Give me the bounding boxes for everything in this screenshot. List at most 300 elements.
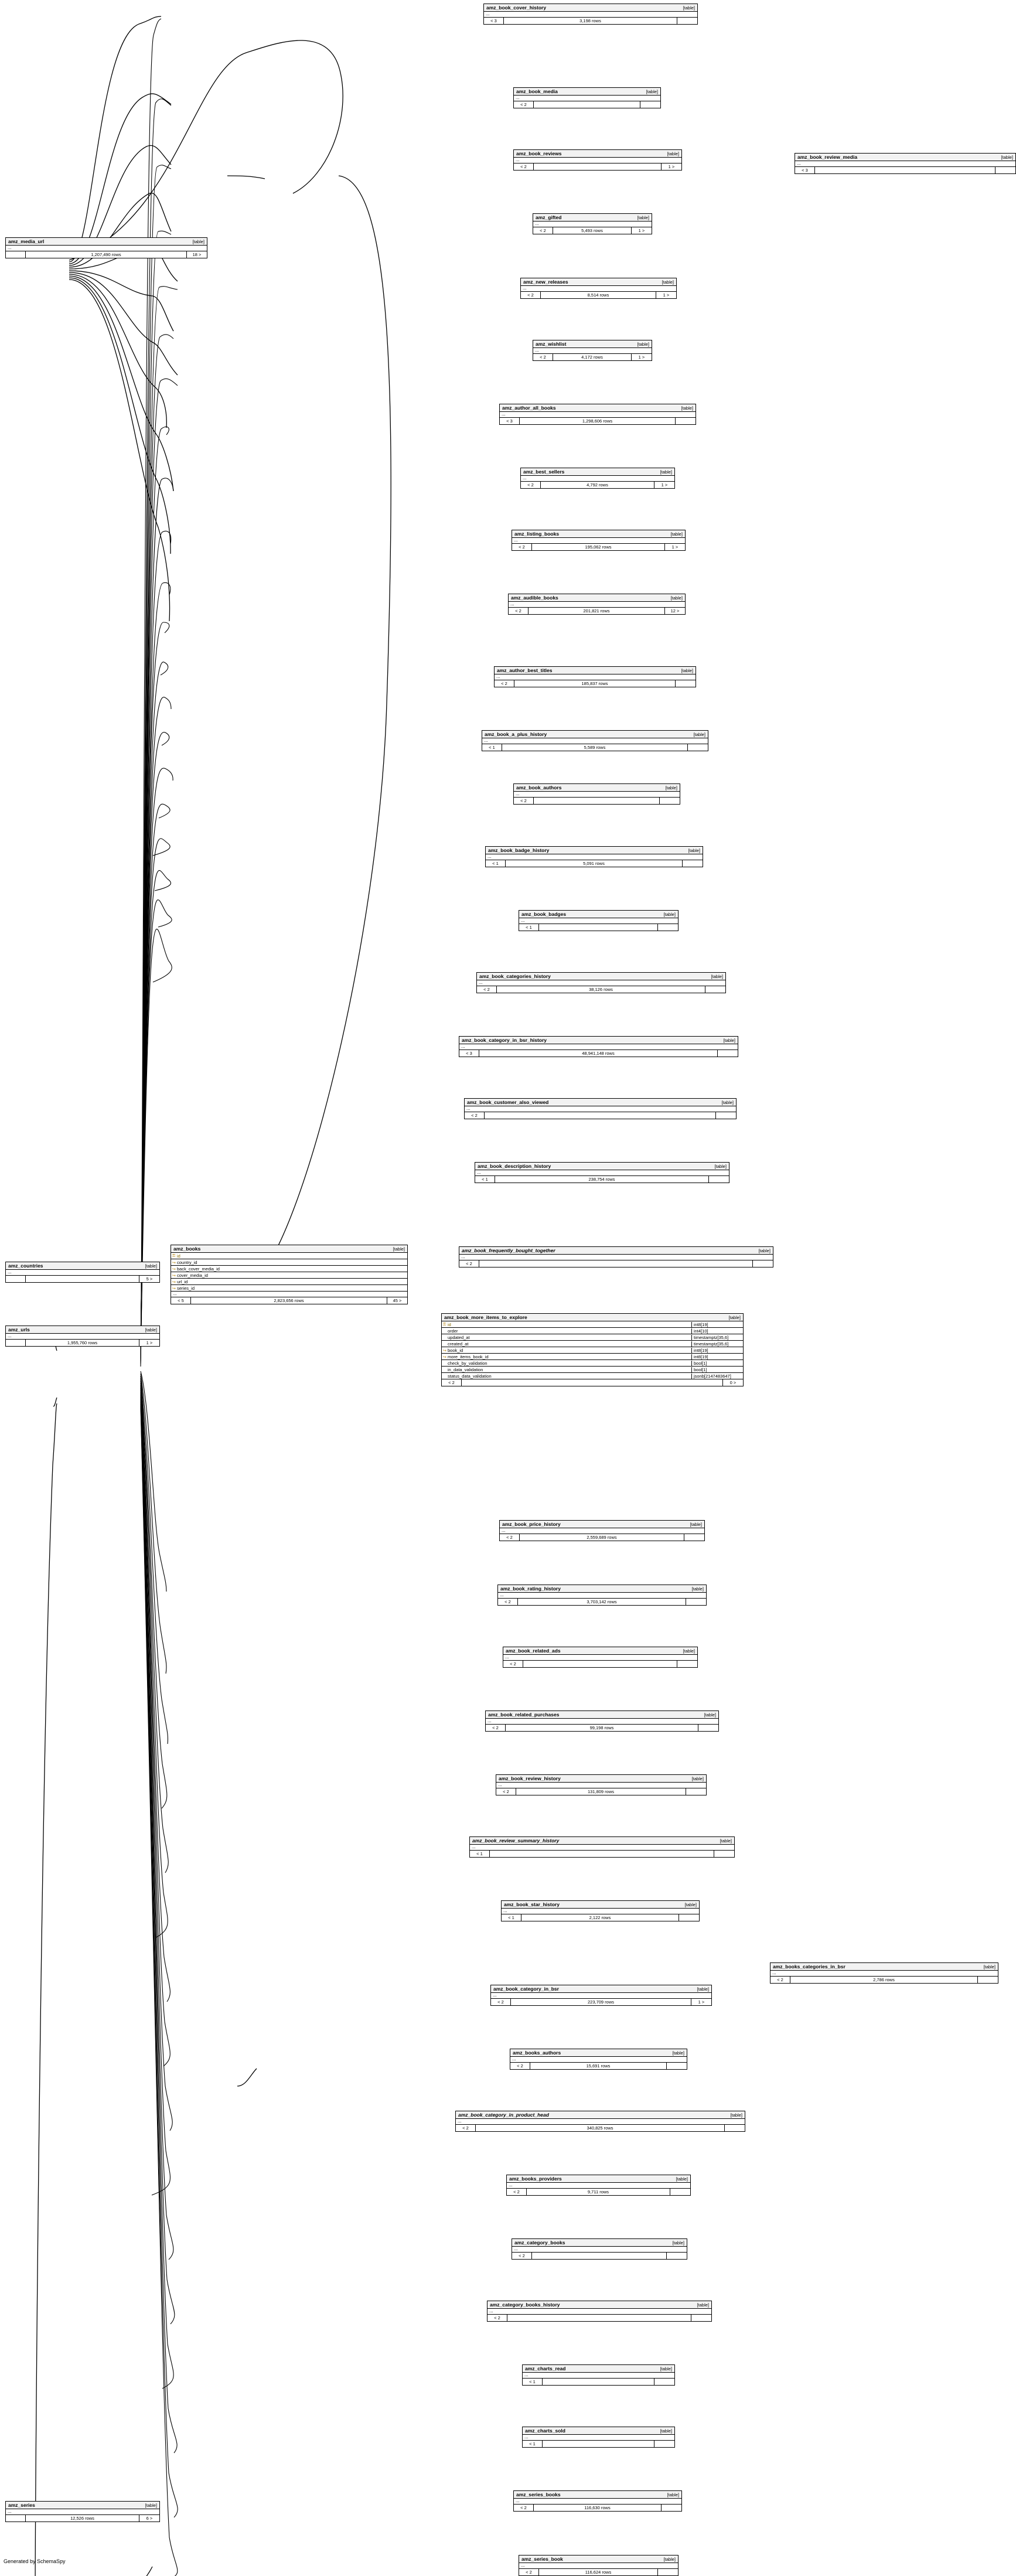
columns-ellipsis: ... xyxy=(171,1292,407,1297)
child-degree xyxy=(691,2315,711,2321)
table-header xyxy=(521,278,676,286)
column-list xyxy=(171,1253,407,1292)
table-name: amz_book_authors xyxy=(516,785,562,790)
parent-degree: < 2 xyxy=(487,2315,507,2321)
row-count: 116,630 rows xyxy=(534,2505,662,2511)
table-footer xyxy=(519,2569,678,2575)
row-count xyxy=(539,924,658,931)
table-node-amz_books[interactable] xyxy=(171,1245,408,1304)
table-type-tag: [table] xyxy=(670,595,683,601)
table-name: amz_book_related_purchases xyxy=(488,1712,560,1718)
child-degree: 18 > xyxy=(192,252,202,257)
table-header xyxy=(491,1985,711,1993)
row-count xyxy=(534,163,662,170)
table-footer xyxy=(514,2505,681,2511)
table-node-amz_best_sellers[interactable] xyxy=(520,468,675,489)
table-name: amz_books_providers xyxy=(509,2176,562,2182)
column-type: timestamptz[35,6] xyxy=(691,1341,743,1347)
table-type-tag: [table] xyxy=(697,1986,709,1992)
table-footer xyxy=(484,18,697,24)
table-name: amz_books_authors xyxy=(513,2050,561,2056)
table-type-tag: [table] xyxy=(660,469,672,475)
parent-degree: < 2 xyxy=(442,1379,462,1386)
columns-ellipsis: ... xyxy=(487,2309,711,2315)
table-type-tag: [table] xyxy=(683,5,695,11)
table-type-tag: [table] xyxy=(637,341,649,347)
table-header xyxy=(510,2049,687,2057)
parent-degree: < 1 xyxy=(502,1914,521,1921)
column-row xyxy=(442,1341,743,1347)
child-degree xyxy=(658,2569,678,2575)
parent-degree: < 2 xyxy=(507,2189,527,2195)
columns-ellipsis: ... xyxy=(519,2563,678,2569)
table-type-tag: [table] xyxy=(723,1037,735,1043)
table-node-amz_book_rating_history[interactable] xyxy=(497,1585,707,1606)
child-degree xyxy=(686,1788,706,1795)
table-name: amz_book_a_plus_history xyxy=(485,731,547,737)
table-node-amz_wishlist[interactable] xyxy=(533,340,652,361)
row-count xyxy=(479,1260,753,1267)
child-degree xyxy=(716,1112,736,1119)
table-type-tag: [table] xyxy=(672,2050,684,2056)
row-count: 2,823,656 rows xyxy=(191,1297,387,1304)
parent-degree xyxy=(6,251,26,258)
column-row xyxy=(442,1334,743,1341)
row-count xyxy=(543,2441,654,2447)
table-footer xyxy=(482,744,708,751)
table-name: amz_book_categories_history xyxy=(479,973,551,979)
row-count: 4,792 rows xyxy=(541,482,654,488)
table-footer xyxy=(502,1914,699,1921)
columns-ellipsis: ... xyxy=(484,12,697,18)
table-node-amz_book_related_ads[interactable] xyxy=(503,1647,698,1668)
table-footer xyxy=(503,1661,697,1667)
table-node-amz_category_books[interactable] xyxy=(512,2238,687,2260)
row-count: 116,624 rows xyxy=(539,2569,658,2575)
row-count: 15,691 rows xyxy=(530,2063,667,2069)
table-type-tag: [table] xyxy=(192,238,204,244)
row-count: 48,941,148 rows xyxy=(479,1050,718,1057)
columns-ellipsis: ... xyxy=(503,1655,697,1661)
table-name: amz_book_review_history xyxy=(499,1776,561,1781)
child-degree xyxy=(725,2125,745,2131)
table-footer xyxy=(456,2125,745,2131)
parent-degree: < 3 xyxy=(795,167,815,173)
table-header xyxy=(6,2502,159,2509)
table-node-amz_books_providers[interactable] xyxy=(506,2175,691,2196)
table-name: amz_media_url xyxy=(8,238,45,244)
table-header xyxy=(486,1711,718,1719)
table-type-tag: [table] xyxy=(721,1099,734,1105)
table-type-tag: [table] xyxy=(683,1648,695,1654)
table-node-amz_author_best_titles[interactable] xyxy=(494,666,696,687)
row-count: 5,589 rows xyxy=(502,744,688,751)
table-footer xyxy=(496,1788,706,1795)
table-type-tag: [table] xyxy=(711,973,723,979)
table-header xyxy=(533,214,652,222)
table-type-tag: [table] xyxy=(646,88,658,94)
table-name: amz_book_category_in_bsr_history xyxy=(462,1037,547,1043)
table-name: amz_countries xyxy=(8,1263,43,1269)
columns-ellipsis: ... xyxy=(523,2373,674,2379)
parent-degree: < 1 xyxy=(475,1176,495,1183)
column-name: order xyxy=(448,1328,458,1334)
table-node-amz_books_categories_in_bsr[interactable] xyxy=(770,1962,998,1984)
table-node-amz_gifted[interactable] xyxy=(533,213,652,234)
parent-degree: < 3 xyxy=(484,18,504,24)
table-footer xyxy=(6,1340,159,1346)
columns-ellipsis: ... xyxy=(514,2499,681,2505)
parent-degree: < 2 xyxy=(496,1788,516,1795)
table-footer xyxy=(470,1851,734,1857)
column-row xyxy=(442,1354,743,1360)
column-name: ↪ more_items_book_id xyxy=(443,1354,489,1359)
table-node-amz_book_review_media[interactable] xyxy=(795,153,1016,174)
columns-ellipsis: ... xyxy=(514,158,681,163)
column-name: in_data_validation xyxy=(448,1367,483,1372)
table-header xyxy=(512,530,685,538)
child-degree: 1 > xyxy=(698,1999,705,2005)
table-name: amz_author_all_books xyxy=(502,405,556,411)
table-name: amz_author_best_titles xyxy=(497,667,553,673)
parent-degree: < 2 xyxy=(510,2063,530,2069)
parent-degree: < 2 xyxy=(512,544,532,550)
table-type-tag: [table] xyxy=(697,2302,709,2308)
table-name: amz_book_frequently_bought_together xyxy=(462,1248,555,1253)
table-name: amz_book_media xyxy=(516,88,558,94)
child-degree: 1 > xyxy=(638,355,645,360)
table-footer xyxy=(514,163,681,170)
columns-ellipsis: ... xyxy=(519,918,678,924)
table-header xyxy=(514,2491,681,2499)
table-node-amz_book_review_summary_history[interactable] xyxy=(469,1836,735,1858)
table-node-amz_charts_sold[interactable] xyxy=(522,2427,675,2448)
table-node-amz_urls[interactable] xyxy=(5,1326,160,1347)
table-footer xyxy=(500,418,695,424)
table-node-amz_book_star_history[interactable] xyxy=(501,1900,700,1921)
columns-ellipsis: ... xyxy=(510,2057,687,2063)
columns-ellipsis: ... xyxy=(507,2183,690,2189)
columns-ellipsis: ... xyxy=(475,1170,729,1176)
row-count xyxy=(815,167,995,173)
row-count: 1,298,606 rows xyxy=(520,418,676,424)
parent-degree: < 2 xyxy=(503,1661,523,1667)
parent-degree xyxy=(6,1276,26,1282)
row-count: 8,514 rows xyxy=(541,292,656,298)
primary-key-icon: ⚿ xyxy=(443,1322,446,1327)
child-degree xyxy=(667,2253,687,2259)
table-name: amz_books xyxy=(173,1246,201,1252)
columns-ellipsis: ... xyxy=(495,674,695,680)
table-name: amz_book_reviews xyxy=(516,151,562,156)
row-count xyxy=(26,1276,139,1282)
table-name: amz_book_more_items_to_explore xyxy=(444,1314,527,1320)
table-footer xyxy=(770,1977,998,1983)
table-type-tag: [table] xyxy=(145,1327,157,1333)
table-node-amz_media_url[interactable] xyxy=(5,237,207,258)
table-header xyxy=(795,154,1015,161)
row-count: 340,825 rows xyxy=(476,2125,725,2131)
table-name: amz_category_books_history xyxy=(490,2302,560,2308)
table-name: amz_series xyxy=(8,2502,35,2508)
row-count: 2,122 rows xyxy=(521,1914,679,1921)
child-degree xyxy=(658,924,678,931)
table-footer xyxy=(507,2189,690,2195)
child-degree xyxy=(709,1176,729,1183)
child-degree: 45 > xyxy=(393,1298,402,1303)
row-count: 223,709 rows xyxy=(511,1999,691,2005)
table-header xyxy=(533,340,652,348)
parent-degree xyxy=(6,1340,26,1346)
table-name: amz_book_category_in_bsr xyxy=(493,1986,559,1992)
column-list xyxy=(442,1321,743,1379)
table-node-amz_book_related_purchases[interactable] xyxy=(485,1710,719,1732)
column-row xyxy=(442,1347,743,1354)
table-header xyxy=(487,2301,711,2309)
table-type-tag: [table] xyxy=(691,1776,704,1781)
table-header xyxy=(459,1247,773,1255)
table-node-amz_book_category_in_product_head[interactable] xyxy=(455,2111,745,2132)
table-node-amz_countries[interactable] xyxy=(5,1262,160,1283)
columns-ellipsis: ... xyxy=(482,738,708,744)
column-name: ↪ book_id xyxy=(443,1347,463,1353)
table-type-tag: [table] xyxy=(758,1248,770,1253)
table-footer xyxy=(487,2315,711,2321)
column-type: int8[19] xyxy=(691,1354,743,1359)
child-degree xyxy=(753,1260,773,1267)
table-node-amz_book_more_items_to_explore[interactable] xyxy=(441,1313,744,1386)
table-node-amz_listing_books[interactable] xyxy=(512,530,686,551)
columns-ellipsis: ... xyxy=(514,96,660,101)
table-footer xyxy=(533,354,652,360)
row-count xyxy=(523,1661,677,1667)
table-footer xyxy=(459,1260,773,1267)
table-node-amz_book_price_history[interactable] xyxy=(499,1520,705,1541)
child-degree: 1 > xyxy=(671,544,679,550)
table-type-tag: [table] xyxy=(728,1314,741,1320)
table-type-tag: [table] xyxy=(983,1964,995,1970)
columns-ellipsis: ... xyxy=(533,348,652,354)
column-row xyxy=(171,1272,407,1279)
table-footer xyxy=(6,1276,159,1282)
table-header xyxy=(523,2365,674,2373)
table-name: amz_series_book xyxy=(521,2556,563,2562)
table-type-tag: [table] xyxy=(684,1902,697,1907)
table-header xyxy=(519,2555,678,2563)
column-row xyxy=(171,1253,407,1259)
primary-key-icon: ⚿ xyxy=(172,1253,176,1258)
row-count: 238,754 rows xyxy=(495,1176,709,1183)
parent-degree: < 2 xyxy=(509,608,529,614)
table-node-amz_audible_books[interactable] xyxy=(508,594,686,615)
table-type-tag: [table] xyxy=(663,2556,676,2562)
columns-ellipsis: ... xyxy=(502,1909,699,1914)
table-node-amz_book_review_history[interactable] xyxy=(496,1774,707,1795)
child-degree: 12 > xyxy=(670,608,680,614)
parent-degree: < 1 xyxy=(519,924,539,931)
columns-ellipsis: ... xyxy=(533,222,652,227)
table-footer xyxy=(500,1534,704,1541)
table-node-amz_series_books[interactable] xyxy=(513,2490,682,2512)
table-node-amz_book_cover_history[interactable] xyxy=(483,4,698,25)
table-header xyxy=(470,1837,734,1845)
table-header xyxy=(514,88,660,96)
columns-ellipsis: ... xyxy=(486,854,703,860)
columns-ellipsis: ... xyxy=(6,1334,159,1340)
table-node-amz_book_category_in_bsr[interactable] xyxy=(490,1985,712,2006)
child-degree xyxy=(978,1977,998,1983)
table-footer xyxy=(171,1297,407,1304)
table-node-amz_book_customer_also_viewed[interactable] xyxy=(464,1098,737,1119)
column-name: created_at xyxy=(448,1341,469,1347)
table-name: amz_book_rating_history xyxy=(500,1586,561,1592)
table-header xyxy=(500,404,695,412)
table-node-amz_book_authors[interactable] xyxy=(513,783,680,805)
row-count: 2,559,689 rows xyxy=(520,1534,684,1541)
table-node-amz_series[interactable] xyxy=(5,2501,160,2522)
child-degree: 6 > xyxy=(146,2516,153,2521)
child-degree xyxy=(677,1661,697,1667)
child-degree xyxy=(676,418,695,424)
table-type-tag: [table] xyxy=(667,2492,679,2497)
table-node-amz_book_badges[interactable] xyxy=(519,910,679,931)
table-name: amz_book_customer_also_viewed xyxy=(467,1099,549,1105)
columns-ellipsis: ... xyxy=(491,1993,711,1999)
table-header xyxy=(507,2175,690,2183)
table-footer xyxy=(6,2515,159,2522)
table-name: amz_books_categories_in_bsr xyxy=(773,1964,845,1970)
column-type: bool[1] xyxy=(691,1367,743,1372)
table-footer xyxy=(521,292,676,298)
table-footer xyxy=(514,798,680,804)
table-type-tag: [table] xyxy=(145,2502,157,2508)
row-count xyxy=(532,2253,667,2259)
table-node-amz_charts_read[interactable] xyxy=(522,2364,675,2386)
parent-degree: < 2 xyxy=(514,2505,534,2511)
row-count: 5,091 rows xyxy=(506,860,683,867)
table-footer xyxy=(491,1999,711,2005)
column-name: ↪ url_id xyxy=(172,1279,188,1284)
table-header xyxy=(6,1262,159,1270)
row-count xyxy=(490,1851,714,1857)
column-type: bool[1] xyxy=(691,1361,743,1366)
child-degree: 1 > xyxy=(146,1340,153,1345)
child-degree: 0 > xyxy=(729,1380,737,1385)
child-degree xyxy=(670,2189,690,2195)
child-degree: 5 > xyxy=(146,1276,153,1282)
column-row xyxy=(442,1373,743,1379)
table-footer xyxy=(523,2441,674,2447)
table-header xyxy=(475,1163,729,1170)
table-name: amz_listing_books xyxy=(514,531,560,537)
table-type-tag: [table] xyxy=(688,847,700,853)
child-degree xyxy=(676,680,695,687)
row-count: 201,821 rows xyxy=(529,608,665,614)
column-row xyxy=(442,1328,743,1334)
child-degree: 1 > xyxy=(661,482,668,488)
table-node-amz_book_reviews[interactable] xyxy=(513,149,682,171)
foreign-key-icon: ↪ xyxy=(172,1267,176,1272)
table-footer xyxy=(498,1599,706,1605)
foreign-key-icon: ↪ xyxy=(443,1355,446,1359)
table-header xyxy=(502,1901,699,1909)
generator-caption: Generated by SchemaSpy xyxy=(4,2558,66,2564)
table-type-tag: [table] xyxy=(681,405,693,411)
table-node-amz_book_a_plus_history[interactable] xyxy=(482,730,708,751)
column-row xyxy=(171,1279,407,1285)
table-node-amz_book_badge_history[interactable] xyxy=(485,846,703,867)
table-node-amz_book_category_in_bsr_history[interactable] xyxy=(459,1036,738,1057)
table-header xyxy=(6,1326,159,1334)
row-count xyxy=(507,2315,691,2321)
table-node-amz_series_book[interactable] xyxy=(519,2555,679,2576)
columns-ellipsis: ... xyxy=(498,1593,706,1599)
table-name: amz_book_badge_history xyxy=(488,847,550,853)
row-count: 3,703,142 rows xyxy=(518,1599,686,1605)
column-row xyxy=(171,1259,407,1266)
parent-degree: < 2 xyxy=(500,1534,520,1541)
table-type-tag: [table] xyxy=(690,1521,702,1527)
table-node-amz_category_books_history[interactable] xyxy=(487,2301,712,2322)
parent-degree: < 2 xyxy=(514,101,534,108)
row-count: 9,711 rows xyxy=(527,2189,670,2195)
table-footer xyxy=(465,1112,736,1119)
child-degree xyxy=(705,986,725,993)
table-footer xyxy=(477,986,725,993)
row-count: 99,198 rows xyxy=(506,1725,698,1731)
table-header xyxy=(495,667,695,674)
columns-ellipsis: ... xyxy=(459,1044,738,1050)
parent-degree: < 5 xyxy=(171,1297,191,1304)
table-node-amz_new_releases[interactable] xyxy=(520,278,677,299)
row-count: 195,062 rows xyxy=(532,544,665,550)
table-node-amz_book_frequently_bought_together[interactable] xyxy=(459,1246,773,1267)
table-header xyxy=(509,594,685,602)
row-count: 1,207,490 rows xyxy=(26,251,187,258)
parent-degree: < 2 xyxy=(459,1260,479,1267)
table-type-tag: [table] xyxy=(693,731,705,737)
table-node-amz_book_media[interactable] xyxy=(513,87,661,108)
columns-ellipsis: ... xyxy=(500,412,695,418)
child-degree xyxy=(995,167,1015,173)
table-type-tag: [table] xyxy=(681,667,693,673)
column-name: ⚿ id xyxy=(443,1321,451,1327)
parent-degree: < 2 xyxy=(519,2569,539,2575)
table-header xyxy=(498,1585,706,1593)
table-node-amz_author_all_books[interactable] xyxy=(499,404,696,425)
table-type-tag: [table] xyxy=(660,2428,672,2434)
table-type-tag: [table] xyxy=(676,2176,688,2182)
parent-degree: < 2 xyxy=(477,986,497,993)
row-count: 1,955,760 rows xyxy=(26,1340,139,1346)
table-name: amz_urls xyxy=(8,1327,30,1333)
table-node-amz_book_description_history[interactable] xyxy=(475,1162,729,1183)
table-header xyxy=(503,1647,697,1655)
table-node-amz_books_authors[interactable] xyxy=(510,2049,687,2070)
column-name: ↪ cover_media_id xyxy=(172,1272,208,1278)
columns-ellipsis: ... xyxy=(514,792,680,798)
column-type: timestamptz[35,6] xyxy=(691,1335,743,1340)
row-count: 38,126 rows xyxy=(497,986,705,993)
table-header xyxy=(456,2111,745,2119)
table-node-amz_book_categories_history[interactable] xyxy=(476,972,726,993)
parent-degree: < 2 xyxy=(495,680,514,687)
table-name: amz_book_related_ads xyxy=(506,1648,561,1654)
columns-ellipsis: ... xyxy=(770,1971,998,1977)
table-header xyxy=(442,1314,743,1321)
parent-degree: < 2 xyxy=(533,227,553,234)
parent-degree: < 2 xyxy=(521,292,541,298)
